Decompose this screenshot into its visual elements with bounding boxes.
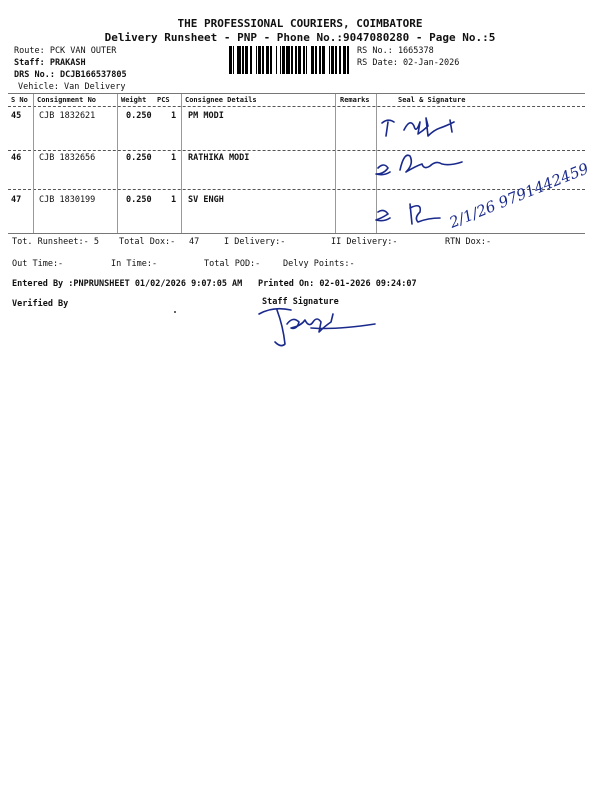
row-sno: 45 (11, 111, 22, 121)
header-consignee-details: Consignee Details (185, 96, 257, 104)
barcode-image (229, 46, 353, 74)
header-consignment-no: Consignment No (37, 96, 97, 104)
barcode-bar (349, 46, 353, 74)
row-pcs: 1 (171, 153, 177, 163)
row-sno: 46 (11, 153, 22, 163)
delvy-points: Delvy Points:- (283, 259, 355, 269)
row-pcs: 1 (171, 195, 177, 205)
handwritten-annotation: 2/1/26 9791442459 (446, 159, 592, 232)
rs-number: RS No.: 1665378 (357, 46, 434, 56)
handwritten-signatures (370, 108, 600, 238)
row-weight: 0.250 (126, 111, 152, 121)
table-header-divider (8, 106, 585, 107)
in-time: In Time:- (111, 259, 158, 269)
i-delivery: I Delivery:- (224, 237, 286, 247)
vehicle-label: Vehicle: Van Delivery (18, 82, 126, 92)
row-pcs: 1 (171, 111, 177, 121)
tot-runsheet: Tot. Runsheet:- 5 (12, 237, 99, 247)
rs-date: RS Date: 02-Jan-2026 (357, 58, 460, 68)
out-time: Out Time:- (12, 259, 64, 269)
staff-label: Staff: PRAKASH (14, 58, 86, 68)
entered-by: Entered By :PNPRUNSHEET 01/02/2026 9:07:05 AM (12, 279, 243, 289)
column-divider (335, 94, 336, 233)
row-consignee: PM MODI (188, 111, 224, 121)
staff-signature (255, 300, 385, 352)
verified-by: Verified By (12, 299, 69, 309)
header-pcs: PCS (157, 96, 170, 104)
printed-on: Printed On: 02-01-2026 09:24:07 (258, 279, 417, 289)
table-top-border (8, 93, 585, 94)
rtn-dox: RTN Dox:- (445, 237, 492, 247)
header-remarks: Remarks (340, 96, 370, 104)
route-label: Route: PCK VAN OUTER (14, 46, 117, 56)
row-consignment-no: CJB 1832621 (39, 111, 96, 121)
header-weight: Weight (121, 96, 147, 104)
total-pod: Total POD:- (204, 259, 261, 269)
ii-delivery: II Delivery:- (331, 237, 398, 247)
ink-speck (174, 311, 176, 313)
row-consignee: SV ENGH (188, 195, 224, 205)
column-divider (33, 94, 34, 233)
runsheet-subtitle: Delivery Runsheet - PNP - Phone No.:9047080280 - Page No.:5 (104, 31, 496, 44)
row-weight: 0.250 (126, 153, 152, 163)
drs-number: DRS No.: DCJB166537805 (14, 70, 127, 80)
total-dox-label: Total Dox:- (119, 237, 176, 247)
column-divider (117, 94, 118, 233)
row-sno: 47 (11, 195, 22, 205)
header-seal-signature: Seal & Signature (398, 96, 466, 104)
header-sno: S No (11, 96, 28, 104)
document-title: THE PROFESSIONAL COURIERS, COIMBATORE (177, 17, 423, 30)
staff-signature-label: Staff Signature (262, 297, 339, 307)
row-weight: 0.250 (126, 195, 152, 205)
column-divider (181, 94, 182, 233)
row-consignment-no: CJB 1830199 (39, 195, 96, 205)
row-consignment-no: CJB 1832656 (39, 153, 96, 163)
row-consignee: RATHIKA MODI (188, 153, 250, 163)
total-dox-value: 47 (189, 237, 200, 247)
